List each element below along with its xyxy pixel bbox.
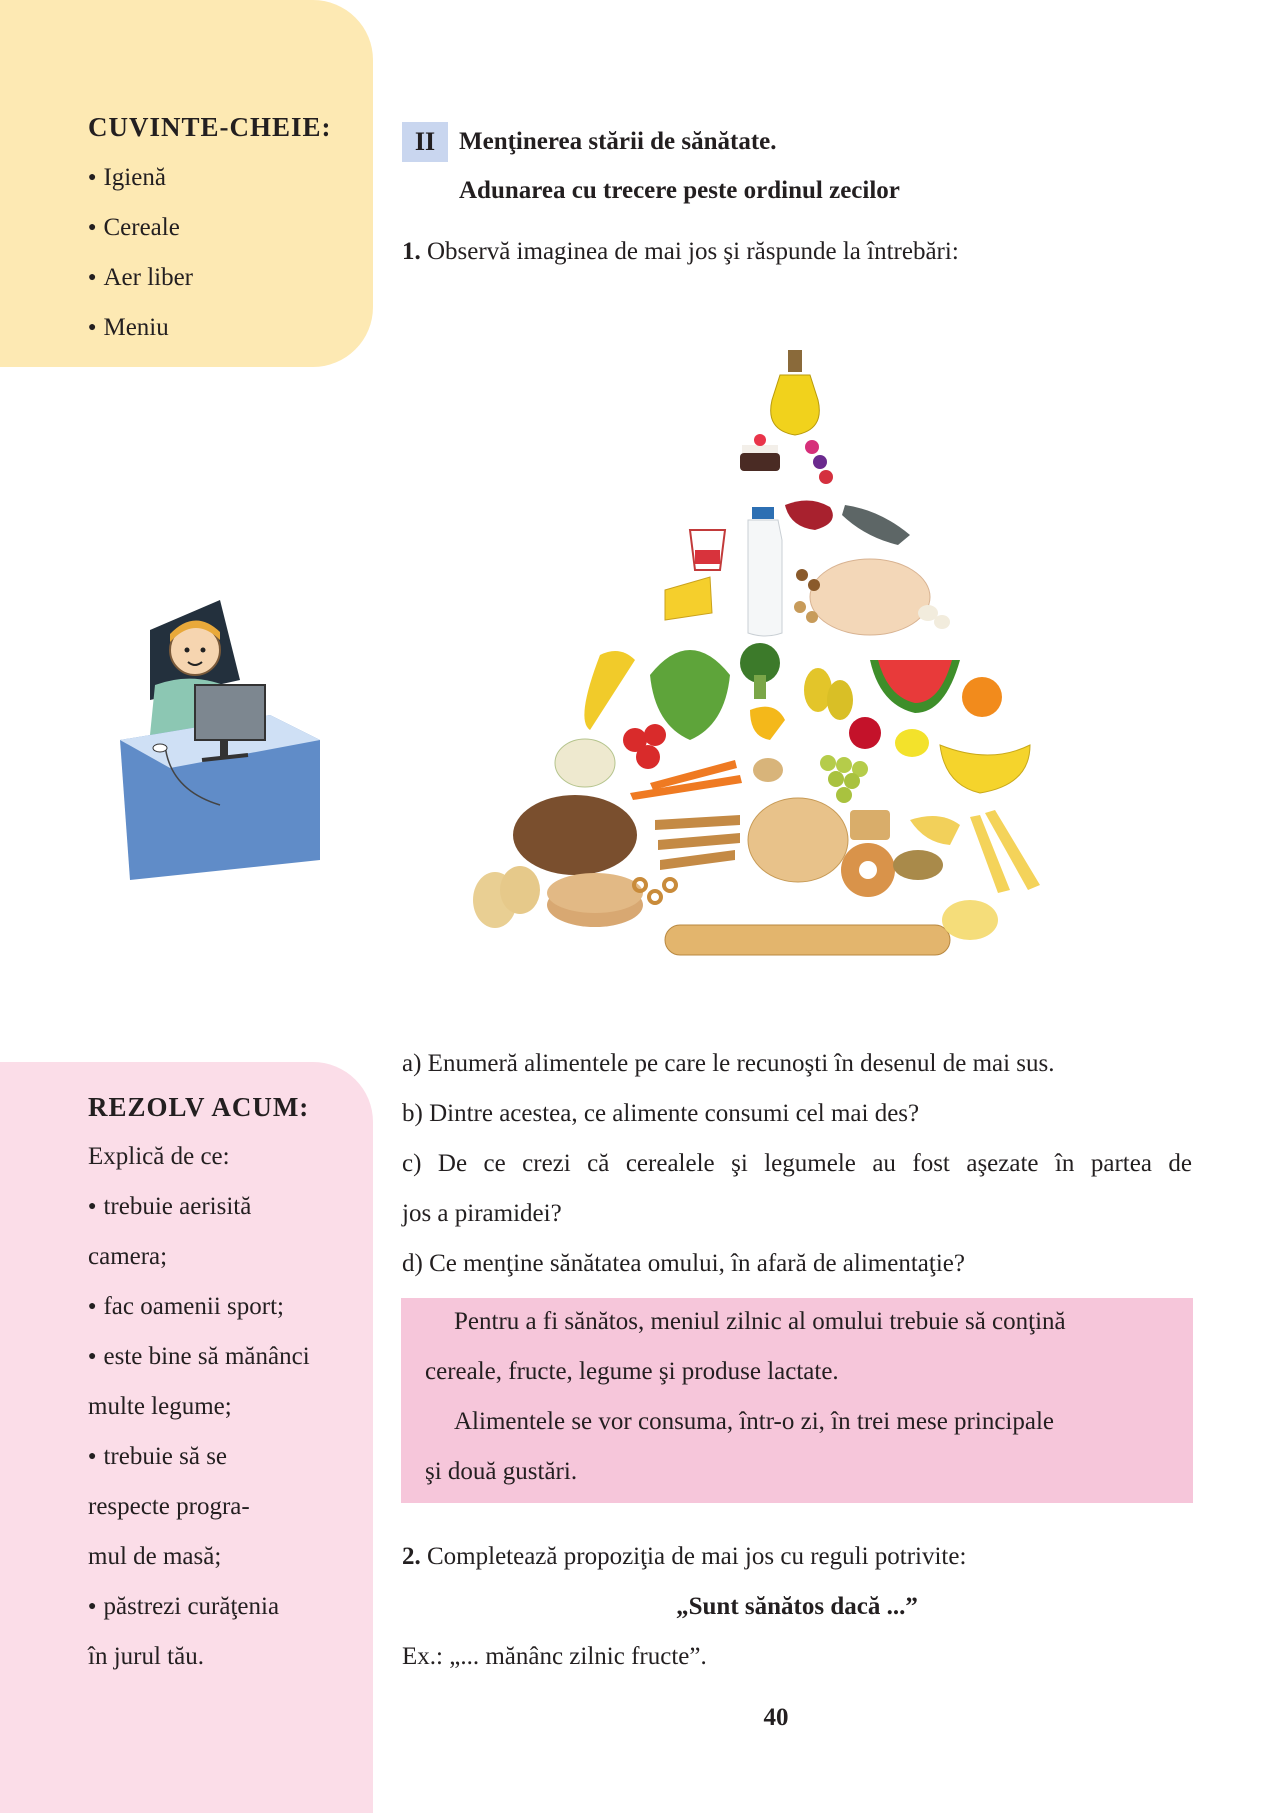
grapes-icon: [820, 755, 868, 803]
tomatoes-icon: [623, 724, 666, 769]
exercise-1-text: Observă imaginea de mai jos şi răspunde la întrebări:: [427, 238, 959, 265]
pita-icon: [547, 873, 643, 927]
cauliflower-icon: [555, 739, 615, 787]
exercise-2-instruction: [402, 1543, 966, 1571]
exercise-1-number: 1.: [402, 238, 421, 265]
watermelon-icon: [870, 660, 960, 713]
solve-item: ● trebuie să se: [88, 1443, 227, 1471]
question-c-line1: c) De ce crezi că cerealele şi legumele au fost aşezate în partea de: [402, 1150, 1192, 1177]
solve-intro: Explică de ce:: [88, 1143, 230, 1170]
yoghurt-icon: [690, 530, 725, 570]
solve-panel: [0, 1062, 373, 1813]
orange-icon: [962, 677, 1002, 717]
keywords-panel: [0, 0, 373, 367]
oil-bottle-icon: [771, 350, 820, 435]
solve-heading: REZOLV ACUM:: [88, 1092, 310, 1122]
baguette-icon: [665, 925, 950, 955]
fish-icon: [842, 505, 910, 545]
food-pyramid-illustration: [450, 345, 1150, 965]
question-b: b) Dintre acestea, ce alimente consumi cel mai des?: [402, 1100, 920, 1127]
exercise-2-text: Completează propoziţia de mai jos cu reguli potrivite:: [427, 1543, 967, 1570]
cheese-icon: [665, 577, 712, 620]
pasta-icon: [910, 810, 1040, 893]
question-a: a) Enumeră alimentele pe care le recunoşti în desenul de mai sus.: [402, 1050, 1055, 1077]
breadsticks-icon: [655, 815, 740, 870]
page-number: 40: [763, 1704, 789, 1731]
solve-item: ● este bine să mănânci: [88, 1343, 310, 1371]
pears-icon: [804, 668, 853, 720]
pepper-icon: [750, 707, 785, 740]
child-at-computer-illustration: [110, 590, 360, 890]
pasta-shells-icon: [942, 900, 998, 940]
broccoli-icon: [740, 643, 780, 699]
question-d: d) Ce menţine sănătatea omului, în afară de alimentaţie?: [402, 1250, 965, 1277]
keywords-heading: CUVINTE-CHEIE:: [88, 112, 332, 142]
potato-icon: [753, 758, 783, 782]
solve-item-cont: camera;: [88, 1243, 168, 1270]
solve-item: ● fac oamenii sport;: [88, 1293, 284, 1321]
solve-item: ● trebuie aerisită: [88, 1193, 251, 1221]
milk-bottle-icon: [748, 507, 782, 636]
section-subtitle: Adunarea cu trecere peste ordinul zecilor: [459, 177, 900, 204]
info-line-2: cereale, fructe, legume şi produse lactate.: [425, 1358, 839, 1385]
info-line-3: Alimentele se vor consuma, într-o zi, în trei mese principale: [454, 1408, 1054, 1435]
bagel-icon: [841, 843, 895, 897]
info-line-1: Pentru a fi sănătos, meniul zilnic al omului trebuie să conţină: [454, 1308, 1066, 1335]
corn-icon: [584, 651, 635, 730]
exercise-2-example: Ex.: „... mănânc zilnic fructe”.: [402, 1643, 707, 1670]
section-number-tag: II: [402, 122, 448, 162]
solve-item-cont: în jurul tău.: [88, 1643, 204, 1670]
solve-item-cont: respecte progra-: [88, 1493, 250, 1520]
keyword-item: ● Aer liber: [88, 264, 193, 292]
meat-icon: [785, 500, 833, 530]
exercise-2-sentence: „Sunt sănătos dacă ...”: [676, 1593, 918, 1620]
sweets-icon: [740, 434, 833, 484]
keyword-item: ● Cereale: [88, 214, 180, 242]
solve-item-cont: mul de masă;: [88, 1543, 222, 1570]
keyword-item: ● Igienă: [88, 164, 166, 192]
rice-cakes-icon: [473, 866, 540, 928]
info-line-4: şi două gustări.: [425, 1458, 578, 1485]
solve-item: ● păstrezi curăţenia: [88, 1593, 279, 1621]
apple-icon: [849, 717, 881, 749]
chicken-icon: [810, 559, 950, 635]
grains-icon: [893, 850, 943, 880]
exercise-1-instruction: [402, 238, 959, 266]
crackers-icon: [850, 810, 890, 840]
section-title: Menţinerea stării de sănătate.: [459, 128, 777, 155]
bread-loaf-icon: [513, 795, 637, 875]
exercise-2-number: 2.: [402, 1543, 421, 1570]
question-c-line2: jos a piramidei?: [402, 1200, 562, 1227]
keyword-item: ● Meniu: [88, 314, 169, 342]
solve-item-cont: multe legume;: [88, 1393, 232, 1420]
lemon-icon: [895, 729, 929, 757]
round-bread-icon: [748, 798, 848, 882]
lettuce-icon: [650, 650, 730, 740]
bananas-icon: [940, 745, 1030, 793]
